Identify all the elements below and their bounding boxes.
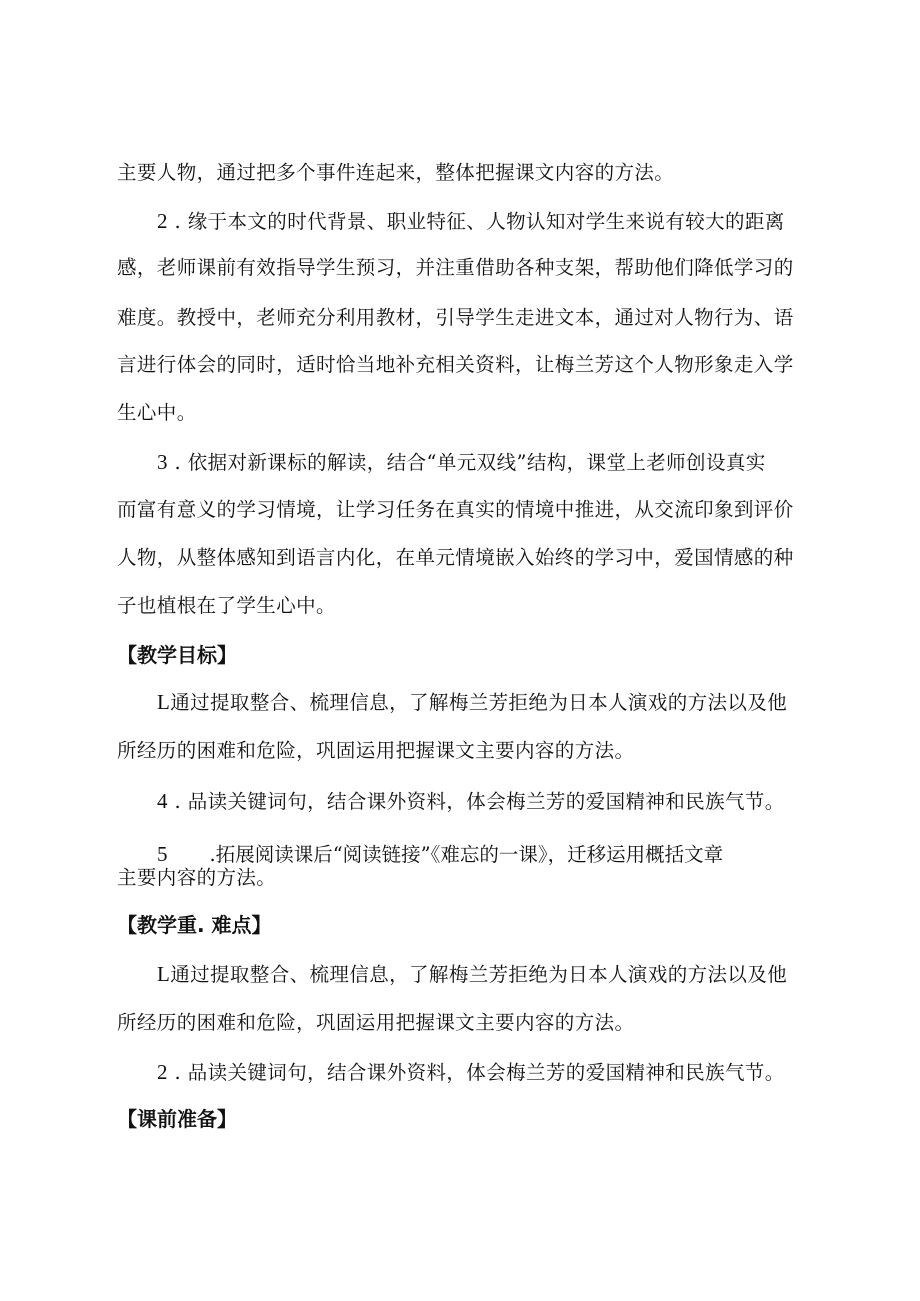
text-span: 感，老师课前有效指导学生预习，并注重借助各种支架，帮助他们降低学习的: [117, 256, 794, 279]
paragraph-2-line-3: [117, 306, 807, 330]
paragraph-2-line-5: [117, 401, 807, 425]
section-heading-prep: 【课前准备】: [117, 1107, 237, 1131]
paragraph-3-line-4: [117, 594, 807, 618]
text-span: 通过提取整合、梳理信息，了解梅兰芳拒绝为日本人演戏的方法以及他: [170, 691, 788, 714]
key-1-line-1: [157, 962, 807, 987]
section-heading-keypoints: 【教学重. 难点】: [117, 913, 272, 937]
text-span: 而富有意义的学习情境，让学习任务在真实的情境中推进，从交流印象到评价: [117, 498, 794, 521]
list-number: 3: [157, 450, 168, 474]
goal-3-line-2: [117, 866, 807, 890]
list-number: 5: [157, 842, 168, 866]
text-span: 所经历的困难和危险，巩固运用把握课文主要内容的方法。: [117, 739, 635, 762]
text-span: 主要人物，通过把多个事件连起来，整体把握课文内容的方法。: [117, 161, 675, 184]
text-span: .拓展阅读课后“阅读链接”《难忘的一课》，迁移运用概括文章: [209, 843, 724, 866]
key-1-line-2: [117, 1011, 807, 1035]
paragraph-2-line-1: [157, 209, 807, 234]
goal-1-line-2: [117, 739, 807, 763]
text-span: . 依据对新课标的解读，结合“单元双线”结构，课堂上老师创设真实: [167, 451, 766, 474]
goal-1-line-1: [157, 690, 807, 715]
paragraph-3-line-2: [117, 498, 807, 522]
paragraph-line: [117, 161, 807, 185]
text-span: 言进行体会的同时，适时恰当地补充相关资料，让梅兰芳这个人物形象走入学: [117, 353, 794, 376]
text-span: 所经历的困难和危险，巩固运用把握课文主要内容的方法。: [117, 1011, 635, 1034]
text-span: . 品读关键词句，结合课外资料，体会梅兰芳的爱国精神和民族气节。: [167, 790, 785, 813]
text-span: . 品读关键词句，结合课外资料，体会梅兰芳的爱国精神和民族气节。: [167, 1061, 785, 1084]
text-span: 难度。教授中，老师充分利用教材，引导学生走进文本，通过对人物行为、语: [117, 306, 794, 329]
text-span: 主要内容的方法。: [117, 866, 277, 889]
goal-3-line-1: [157, 842, 807, 867]
section-heading-goals: 【教学目标】: [117, 643, 237, 667]
text-span: 生心中。: [117, 401, 197, 424]
paragraph-3-line-3: [117, 546, 807, 570]
paragraph-2-line-2: [117, 256, 807, 280]
list-number: L: [157, 962, 171, 986]
list-number: L: [157, 690, 171, 714]
paragraph-2-line-4: [117, 353, 807, 377]
text-span: . 缘于本文的时代背景、职业特征、人物认知对学生来说有较大的距离: [167, 210, 785, 233]
text-span: 通过提取整合、梳理信息，了解梅兰芳拒绝为日本人演戏的方法以及他: [170, 963, 788, 986]
text-span: 子也植根在了学生心中。: [117, 594, 336, 617]
list-number: 2: [157, 209, 168, 233]
text-span: 人物，从整体感知到语言内化，在单元情境嵌入始终的学习中，爱国情感的种: [117, 546, 794, 569]
list-number: 2: [157, 1060, 168, 1084]
list-number: 4: [157, 789, 168, 813]
paragraph-3-line-1: [157, 450, 807, 475]
goal-2-line-1: [157, 789, 807, 814]
key-2-line-1: [157, 1060, 807, 1085]
